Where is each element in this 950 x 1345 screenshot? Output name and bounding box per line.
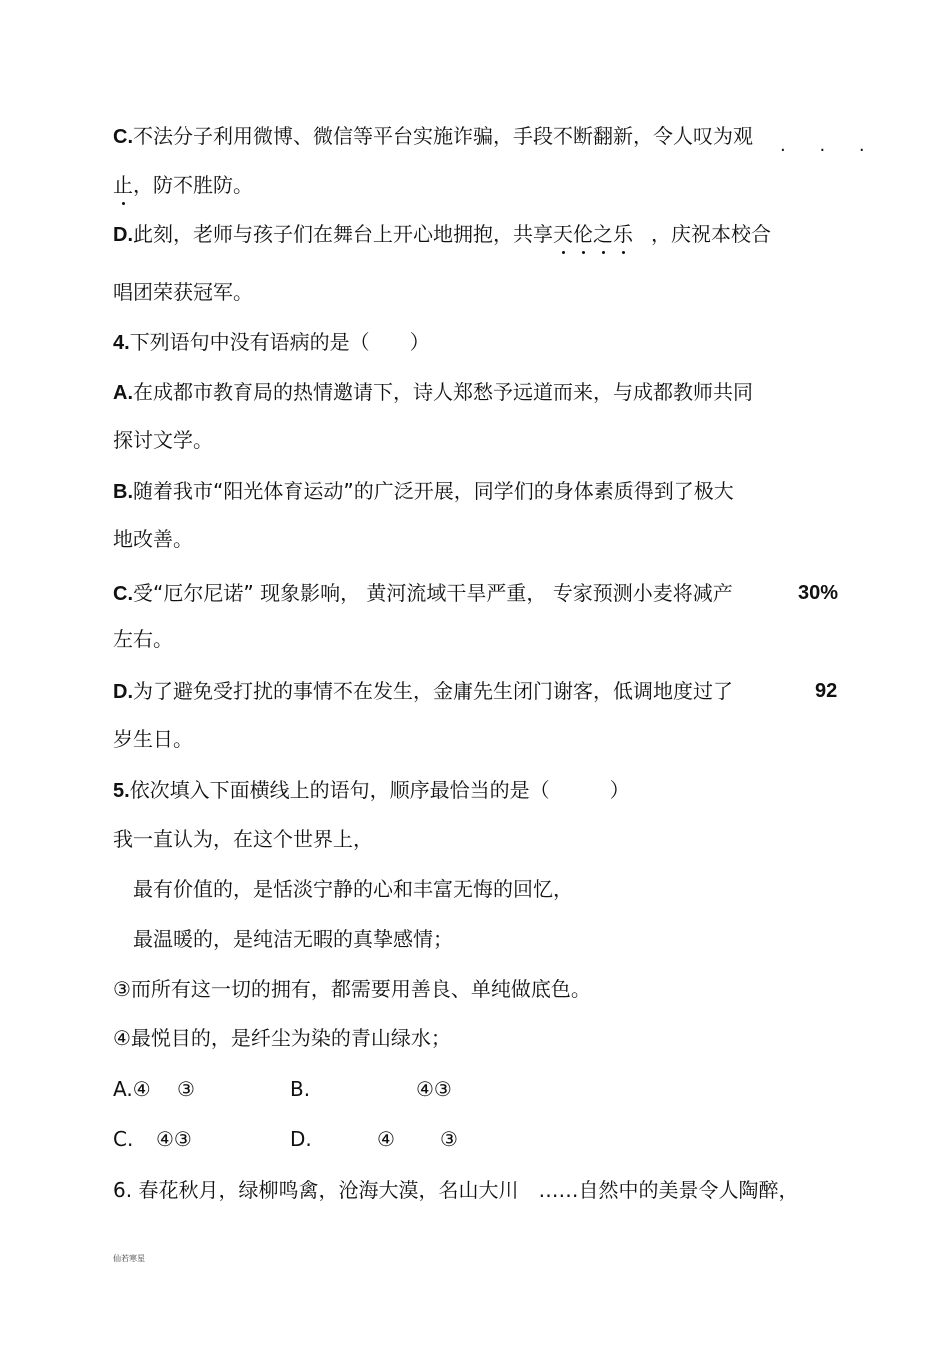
q5-option-b-label: B. xyxy=(290,1077,311,1101)
q4-option-b-line2: 地改善。 xyxy=(113,527,193,551)
q5-option-a xyxy=(113,1077,151,1101)
q5-option-b-items: ④③ xyxy=(416,1077,452,1101)
q3-option-d-text-post: ，庆祝本校合 xyxy=(651,222,771,246)
q3-option-d-label: D. xyxy=(113,224,133,246)
q4-option-c-number: 30% xyxy=(798,582,839,604)
q5-stem xyxy=(113,778,630,803)
q3-option-d-text: 此刻，老师与孩子们在舞台上开心地拥抱，共享 xyxy=(133,222,553,246)
q3-option-d-emph-char-3: 之 xyxy=(593,222,613,246)
q4-option-c-line2: 左右。 xyxy=(113,627,173,651)
q3-option-c-text: 不法分子利用微博、微信等平台实施诈骗，手段不断翻新，令人叹为观 xyxy=(133,124,753,148)
q4-option-c-text: 受“厄尔尼诺” 现象影响， 黄河流域干旱严重， 专家预测小麦将减产 xyxy=(133,581,733,605)
q6-stem: 6. 春花秋月，绿柳鸣禽，沧海大漠，名山大川 ……自然中的美景令人陶醉， xyxy=(113,1178,799,1202)
q4-number: 4. xyxy=(113,332,130,354)
q5-sentence-2: 最温暖的，是纯洁无暇的真挚感情； xyxy=(133,927,453,951)
q4-option-c-label: C. xyxy=(113,583,133,605)
q5-option-c-label: C. xyxy=(113,1127,134,1151)
q4-option-b-text: 随着我市“阳光体育运动”的广泛开展，同学们的身体素质得到了极大 xyxy=(133,479,734,503)
q4-option-b-line1 xyxy=(113,479,734,504)
q4-option-d-line2: 岁生日。 xyxy=(113,727,193,751)
q3-option-c-line2 xyxy=(113,173,253,197)
q5-option-a-label: A. xyxy=(113,1077,133,1101)
q3-option-d-line2: 唱团荣获冠军。 xyxy=(113,280,253,304)
q3-option-d-emph-char-1: 天 xyxy=(553,222,573,246)
q5-option-c-items: ④③ xyxy=(156,1127,192,1151)
q3-option-c-text2: ，防不胜防。 xyxy=(133,173,253,197)
q5-sentence-1: 最有价值的，是恬淡宁静的心和丰富无悔的回忆， xyxy=(133,877,573,901)
q5-stem-text: 依次填入下面横线上的语句，顺序最恰当的是（ ） xyxy=(129,778,630,802)
q4-stem-text: 下列语句中没有语病的是（ ） xyxy=(129,330,430,354)
q3-option-d-emph-char-2: 伦 xyxy=(573,222,593,246)
page-footer: 仙若寒星 xyxy=(113,1254,145,1263)
q3-option-c-emphasis-dots: . . . xyxy=(780,135,879,156)
q4-option-a-line1 xyxy=(113,380,753,405)
q4-option-d-text: 为了避免受打扰的事情不在发生，金庸先生闭门谢客，低调地度过了 xyxy=(133,679,733,703)
q4-option-a-line2: 探讨文学。 xyxy=(113,428,213,452)
q5-option-d-item-1: ④ xyxy=(377,1127,395,1151)
q3-option-c-label: C. xyxy=(113,126,133,148)
q5-option-a-item-2: ③ xyxy=(177,1077,195,1101)
q4-option-d-line1 xyxy=(113,679,733,704)
q4-option-a-label: A. xyxy=(113,382,133,404)
q5-option-a-item-1: ④ xyxy=(132,1077,151,1101)
q4-option-d-label: D. xyxy=(113,681,133,703)
q4-stem xyxy=(113,330,430,355)
q5-intro: 我一直认为，在这个世界上， xyxy=(113,827,373,851)
q5-option-d-label: D. xyxy=(290,1127,312,1151)
q3-option-d-emph-char-4: 乐 xyxy=(613,222,633,246)
q3-option-c-line1 xyxy=(113,124,753,149)
q5-sentence-4: ④最悦目的，是纤尘为染的青山绿水； xyxy=(113,1026,451,1050)
q5-number: 5. xyxy=(113,780,130,802)
q5-option-d-item-2: ③ xyxy=(440,1127,458,1151)
q4-option-b-label: B. xyxy=(113,481,133,503)
q4-option-d-number: 92 xyxy=(815,680,838,702)
q4-option-a-text: 在成都市教育局的热情邀请下，诗人郑愁予远道而来，与成都教师共同 xyxy=(133,380,753,404)
q3-option-c-emph-char: 止 xyxy=(113,173,133,197)
q4-option-c-line1 xyxy=(113,581,733,606)
q5-sentence-3: ③而所有这一切的拥有，都需要用善良、单纯做底色。 xyxy=(113,977,591,1001)
q3-option-d-line1 xyxy=(113,222,771,247)
